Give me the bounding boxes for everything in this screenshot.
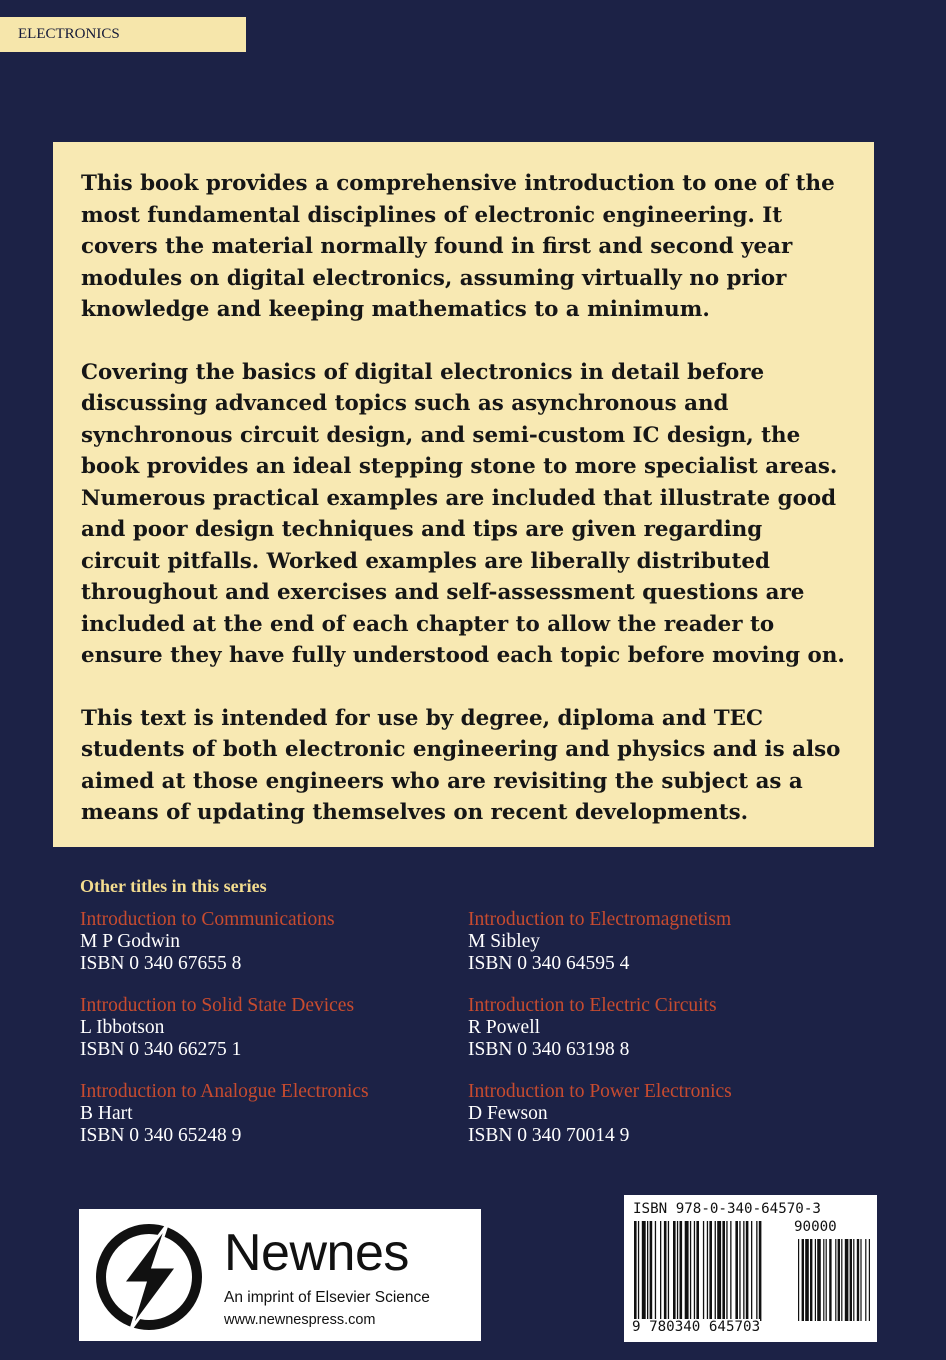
barcode-bar [805,1239,809,1321]
barcode-bar [717,1221,721,1321]
barcode-bar [730,1221,731,1321]
book-author: D Fewson [468,1103,548,1124]
book-title: Introduction to Communications [80,909,335,930]
series-book [80,1081,468,1147]
barcode-bar [735,1221,738,1321]
barcode-bar [850,1239,852,1321]
barcode-bar [726,1221,727,1321]
barcode-bar [685,1221,689,1321]
barcode-bar [746,1221,749,1321]
description-paragraph-1: This book provides a comprehensive introduction to one of the most fundamental disciplines of electronic engineering. It covers the material normally found in first and second year modules on digital electronics, assuming virtually no prior knowledge and keeping mathematics to a minimum. [81,171,835,322]
barcode-bar [668,1221,669,1321]
book-title: Introduction to Electric Circuits [468,995,717,1016]
barcode [624,1195,877,1342]
barcode-bar [817,1239,821,1321]
barcode-bar [690,1221,691,1321]
series-book [80,909,468,975]
publisher-url: www.newnespress.com [224,1312,376,1328]
barcode-bar [703,1221,704,1321]
book-author: L Ibbotson [80,1017,165,1038]
barcode-bar [638,1221,639,1321]
series-book [468,909,856,975]
barcode-bar [647,1221,648,1321]
book-isbn: ISBN 0 340 70014 9 [468,1125,630,1146]
series-book [468,995,856,1061]
barcode-bar [709,1221,712,1321]
book-author: B Hart [80,1103,133,1124]
barcode-bar [853,1239,854,1321]
barcode-bar [677,1221,678,1321]
barcode-bar [680,1221,683,1321]
barcode-bar [743,1221,744,1321]
barcode-bar [694,1221,695,1321]
barcode-isbn: ISBN 978-0-340-64570-3 [633,1201,821,1217]
description-panel [53,142,874,847]
book-author: M P Godwin [80,931,181,952]
barcode-bar [696,1221,699,1321]
publisher-tagline: An imprint of Elsevier Science [224,1289,430,1306]
book-isbn: ISBN 0 340 63198 8 [468,1039,630,1060]
series-list [80,909,870,1147]
book-isbn: ISBN 0 340 64595 4 [468,953,630,974]
book-isbn: ISBN 0 340 67655 8 [80,953,242,974]
barcode-bar [829,1239,831,1321]
series-heading: Other titles in this series [80,876,267,896]
barcode-bar [841,1239,842,1321]
barcode-bar [650,1221,653,1321]
barcode-bar [722,1221,725,1321]
book-title: Introduction to Electromagnetism [468,909,732,930]
book-author: R Powell [468,1017,541,1038]
book-author: M Sibley [468,931,541,952]
barcode-bar [845,1239,849,1321]
barcode-bar [660,1221,661,1321]
barcode-bar [756,1221,757,1321]
description-paragraph-2: Covering the basics of digital electronics in detail before discussing advanced topics such as asynchronous and synchronous circuit design, and semi-custom IC design, the book provides an ideal stepping stone to more specialist areas. Numerous practical examples are included that illustrate good and poor design techniques and tips are given regarding circuit pitfalls. Worked examples are liberally distributed throughout and exercises and self-assessment questions are included at the end of each chapter to allow the reader to ensure they have fully understood each topic before moving on. [81,359,845,668]
barcode-bar [739,1221,740,1321]
barcode-bar [798,1239,799,1321]
book-isbn: ISBN 0 340 65248 9 [80,1125,242,1146]
book-isbn: ISBN 0 340 66275 1 [80,1039,242,1060]
barcode-bar [759,1221,762,1321]
barcode-bar [655,1221,656,1321]
series-book [468,1081,856,1147]
barcode-price-code: 90000 [794,1219,837,1235]
barcode-bar [751,1221,752,1321]
barcode-bar [823,1239,824,1321]
description-paragraph-3: This text is intended for use by degree, diploma and TEC students of both electronic engineering and physics and is also aimed at those engineers who are revisiting the subject as a means of updating themselves on recent developments. [81,705,841,825]
book-title: Introduction to Solid State Devices [80,995,355,1016]
barcode-bar [810,1239,812,1321]
publisher-logo [79,1209,481,1341]
barcode-bar [857,1239,859,1321]
publisher-name: Newnes [224,1224,409,1282]
barcode-bar [634,1221,637,1321]
book-title: Introduction to Analogue Electronics [80,1081,369,1102]
barcode-bar [835,1239,836,1321]
lightning-circle-icon [93,1221,205,1333]
barcode-bar [802,1239,804,1321]
barcode-bar [826,1239,827,1321]
barcode-bar [869,1239,870,1321]
barcode-bar [715,1221,716,1321]
barcode-digits: 9 780340 645703 [632,1319,761,1335]
barcode-bar [673,1221,676,1321]
barcode-bar [865,1239,866,1321]
series-book [80,995,468,1061]
barcode-bar [642,1221,646,1321]
barcode-bar [815,1239,816,1321]
barcode-bar [838,1239,840,1321]
barcode-bar [707,1221,708,1321]
barcode-bar [664,1221,667,1321]
barcode-bar [860,1239,861,1321]
category-tag: ELECTRONICS [0,17,246,52]
book-title: Introduction to Power Electronics [468,1081,732,1102]
